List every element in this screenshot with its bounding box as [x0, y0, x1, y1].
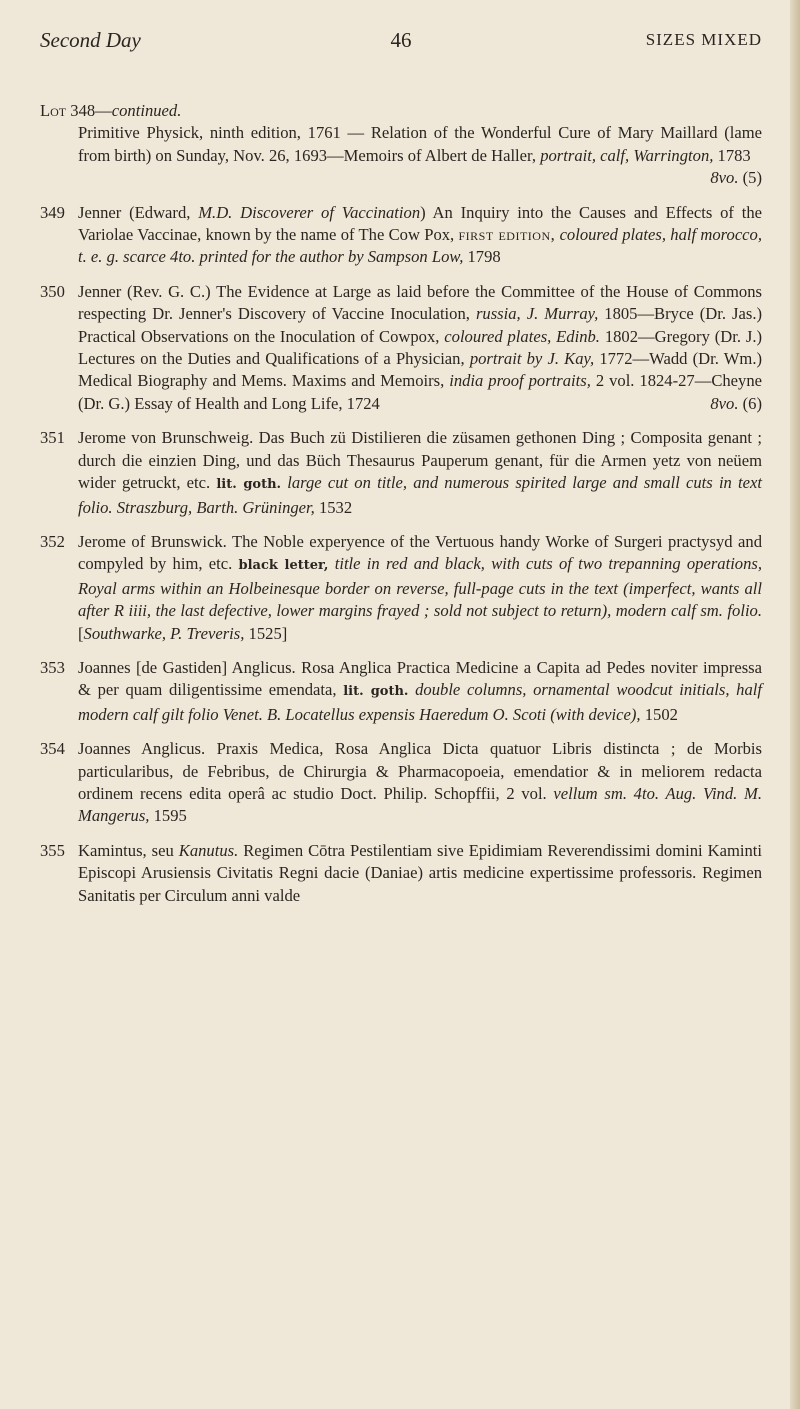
description-text: Jenner (Edward, [78, 202, 199, 222]
description-text: 1798 [463, 247, 501, 267]
italic-text: vellum [553, 783, 598, 803]
description-text: ) An Inquiry into the Causes and Effects of the Variolae Vaccinae, known by the name of The Cow Pox, [78, 202, 763, 245]
description-text: 1783 [713, 145, 751, 165]
lot-format: 8vo. [710, 168, 739, 188]
lot-number: 354 [40, 739, 65, 759]
lot-list [40, 100, 762, 919]
italic-text: sm. 4to. Aug. Vind. M. Mangerus, [78, 783, 762, 826]
lot-entry [40, 531, 762, 645]
italic-text: portrait by J. Kay, [469, 349, 595, 369]
lot-heading-label: Lot 348— [40, 101, 112, 120]
day-heading: Second Day [40, 28, 141, 52]
description-text: Primitive Physick, ninth edition, 1761 — Relation of the Wonderful Cure of Mary Maillard (lame from birth) on Sunday, Nov. 26, 1693—Memoirs of Albert de Haller, [78, 123, 762, 165]
description-text: [ [78, 623, 84, 643]
italic-text: 4to. [170, 247, 196, 267]
lot-description [40, 738, 762, 828]
description-text: Joannes Anglicus. Praxis Medica, Rosa Anglica Dicta quatuor Libris distincta ; de Morbis particularibus, de Febribus, de Chirurgia & Pharmacopoeia, emendatior & in meliorem redacta ordinem recens edita operâ ac studio Doct. Philip. Schopffii, 2 vol. [78, 739, 762, 803]
lot-description [40, 840, 762, 907]
lot-entry [40, 840, 762, 907]
page-number: 46 [390, 28, 412, 52]
description-text: 1502 [640, 704, 678, 724]
italic-text: large cut on title, and numerous spirited large and small cuts in text folio. Straszburg, Barth. Grüninger, [78, 473, 762, 517]
lot-entry [40, 427, 762, 519]
italic-text: Southwarke, P. Treveris, [83, 623, 245, 643]
lot-number: 355 [40, 840, 65, 860]
small-caps-text: first edition, [458, 225, 556, 245]
description-text: Joannes [de Gastiden] Anglicus. Rosa Anglica Practica Medicine a Capita ad Pedes noviter impressa & per quam diligentissime emendata, [78, 657, 762, 700]
lot-description [40, 202, 762, 269]
description-text: Jenner (Rev. G. C.) The Evidence at Large as laid before the Committee of the House of Commons respecting Dr. Jenner's Discovery of Vaccine Inoculation, [78, 281, 762, 324]
description-text: 1532 [314, 497, 353, 517]
page-edge [790, 0, 800, 1409]
lot-description [40, 281, 762, 415]
description-text: Regimen Cōtra Pestilentiam sive Epidimiam Reverendissimi domini Kaminti Episcopi Arusiensis Civitatis Regni dacie (Daniae) artis medicine expertissime professoris. Regimen Sanitatis per Circulum anni valde [78, 840, 763, 905]
lot-description [40, 427, 762, 519]
description-text: 1525] [244, 623, 288, 643]
lot-heading-note: continued. [111, 101, 182, 120]
black-letter-text: black letter, [238, 558, 329, 574]
italic-text: double columns, ornamental woodcut initials, half modern calf gilt [78, 680, 762, 724]
description-text: 1805—Bryce (Dr. Jas.) Practical Observations on the Inoculation of Cowpox, [78, 304, 762, 346]
lot-format-count [710, 393, 762, 415]
italic-text: title in red and black, with cuts of two trepanning operations, Royal arms within an Holbeinesque border on reverse, full-page cuts in the text (imperfect, wants all after R iiii, the last defective, lower margins frayed ; sold not subject to return), modern calf [78, 554, 763, 621]
lot-number: 353 [40, 657, 65, 677]
italic-text: M.D. Discoverer of Vaccination [198, 202, 421, 222]
italic-text: Kanutus. [178, 840, 239, 860]
lot-format-count [710, 167, 762, 189]
lot-description [40, 531, 762, 645]
lot-description [40, 657, 762, 726]
lot-description [40, 122, 762, 189]
running-head [40, 28, 762, 62]
lot-number: 351 [40, 428, 65, 448]
italic-text: sm. folio. [700, 601, 763, 621]
italic-text: printed for the author by Sampson Low, [199, 247, 464, 267]
description-text: 1595 [149, 806, 187, 826]
italic-text: coloured plates, half morocco, t. e. g. scarce [78, 225, 762, 267]
italic-text: coloured plates, Edinb. [444, 326, 600, 346]
description-text: 1802—Gregory (Dr. J.) Lectures on the Duties and Qualifications of a Physician, [78, 326, 763, 369]
lot-format: 8vo. [710, 393, 739, 413]
lot-entry [40, 657, 762, 726]
italic-text: folio [188, 704, 219, 724]
black-letter-text: lit. goth. [343, 684, 409, 700]
lot-entry [40, 738, 762, 828]
italic-text: portrait, calf, Warrington, [540, 145, 714, 165]
description-text: 1772—Wadd (Dr. Wm.) Medical Biography and Mems. Maxims and Memoirs, [78, 349, 762, 391]
black-letter-text: lit. goth. [216, 477, 282, 493]
lot-number: 352 [40, 531, 65, 551]
lot-number: 349 [40, 202, 65, 222]
italic-text: Venet. B. Locatellus expensis Haeredum O. Scoti (with device), [222, 704, 641, 724]
description-text: Jerome of Brunswick. The Noble experyence of the Vertuous handy Worke of Surgeri practysyd and compyled by him, etc. [78, 531, 762, 574]
description-text: 2 vol. 1824-27—Cheyne (Dr. G.) Essay of Health and Long Life, 1724 [78, 371, 763, 413]
description-text: Kamintus, seu [78, 840, 179, 860]
lot-entry [40, 281, 762, 415]
description-text: Jerome von Brunschweig. Das Buch zü Distilieren die züsamen gethonen Ding ; Composita genant ; durch die einzien Ding, und das Büch Thesaurus Pauperum genant, für die Armen yetz von neüem wider getruckt, etc. [78, 428, 762, 493]
italic-text: india proof portraits, [449, 371, 591, 391]
lot-count: (5) [742, 168, 762, 188]
lot-heading [40, 100, 762, 122]
lot-entry [40, 100, 762, 190]
lot-count: (6) [742, 393, 762, 413]
italic-text: russia, J. Murray, [475, 304, 599, 324]
section-heading: SIZES MIXED [645, 30, 762, 49]
lot-entry [40, 202, 762, 269]
lot-number: 350 [40, 281, 65, 301]
